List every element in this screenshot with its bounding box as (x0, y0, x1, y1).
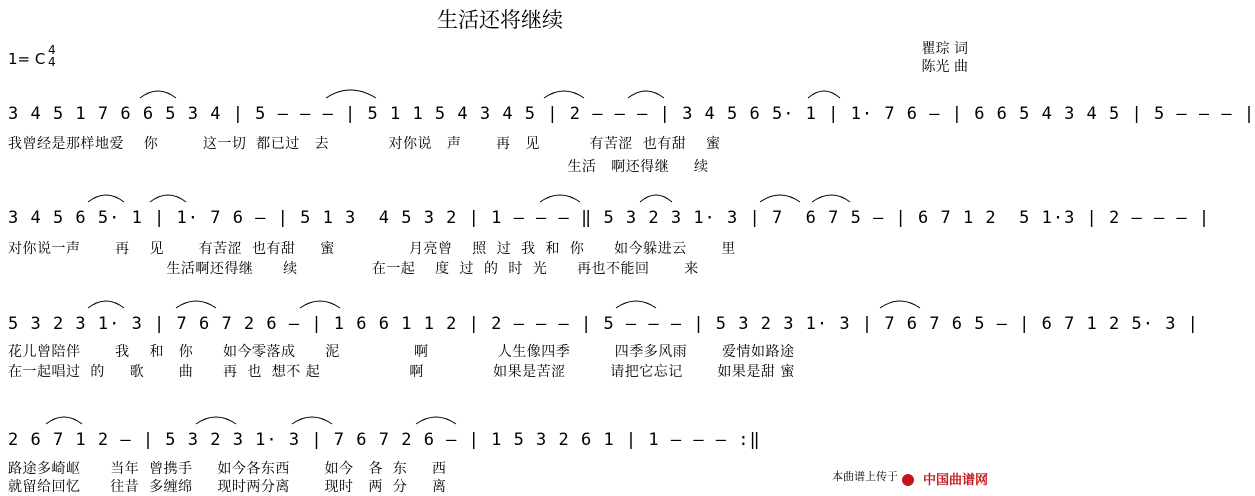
slur-arc (760, 195, 800, 202)
page-title: 生活还将继续 (437, 8, 563, 32)
slur-arc (640, 195, 672, 202)
lyrics-verse2-system-4: 就留给回忆 往昔 多缠绵 现时两分离 现时 两 分 离 (8, 479, 447, 495)
score-notes-system-1: 3 4 5 1 7 6 6 5 3 4 | 5 – – – | 5 1 1 5 4 3 4 5 | 2 – – – | 3 4 5 6 5· 1 | 1· 7 6 – | 6 6 5 4 3 4 5 | 5 – – – | (8, 104, 1255, 124)
lyrics-verse1-system-3: 花儿曾陪伴 我 和 你 如今零落成 泥 啊 人生像四季 四季多风雨 爱情如路途 (8, 344, 795, 360)
lyrics-verse1-system-2: 对你说一声 再 见 有苦涩 也有甜 蜜 月亮曾 照 过 我 和 你 如今躲进云 里 (8, 241, 736, 257)
time-signature (48, 44, 56, 68)
score-notes-system-4: 2 6 7 1 2 – | 5 3 2 3 1· 3 | 7 6 7 2 6 – | 1 5 3 2 6 1 | 1 – – – :‖ (8, 430, 761, 450)
key-signature: 1= C (8, 50, 46, 68)
lyrics-verse1-system-1: 我曾经是那样地爱 你 这一切 都已过 去 对你说 声 再 见 有苦涩 也有甜 蜜 (8, 136, 721, 152)
slur-arc (88, 301, 124, 308)
slur-arc (46, 417, 82, 424)
lyrics-verse1-system-4: 路途多崎岖 当年 曾携手 如今各东西 如今 各 东 西 (8, 461, 447, 477)
score-notes-system-3: 5 3 2 3 1· 3 | 7 6 7 2 6 – | 1 6 6 1 1 2 | 2 – – – | 5 – – – | 5 3 2 3 1· 3 | 7 6 7 6 5 – | 6 7 1 2 5· 3 | (8, 314, 1199, 334)
slur-arc (88, 195, 124, 202)
slur-arc (300, 301, 340, 308)
upload-note: 本曲谱上传于 (832, 470, 898, 483)
site-logo: 中国曲谱网 (922, 473, 988, 488)
score-notes-system-2: 3 4 5 6 5· 1 | 1· 7 6 – | 5 1 3 4 5 3 2 | 1 – – – ‖ 5 3 2 3 1· 3 | 7 6 7 5 – | 6 7 1 2 5 1·3 | 2 – – – | (8, 208, 1211, 228)
slur-arc (808, 91, 840, 98)
slur-arc (416, 417, 456, 424)
slur-arc (292, 417, 332, 424)
slur-arc (150, 195, 186, 202)
slur-arc (880, 301, 920, 308)
slur-arc (540, 195, 580, 202)
slur-arc (544, 91, 584, 98)
lyrics-verse2-system-3: 在一起唱过 的 歌 曲 再 也 想不 起 啊 如果是苦涩 请把它忘记 如果是甜 蜜 (8, 364, 795, 380)
slur-arc (140, 91, 176, 98)
slur-arc (176, 301, 216, 308)
slur-arc (812, 195, 850, 202)
slur-arc (326, 90, 376, 98)
lyricist-credit: 瞿琮 词 (921, 41, 968, 57)
site-logo-icon (902, 474, 914, 486)
time-signature-bottom: 4 (48, 55, 56, 69)
lyrics-verse2-system-1: 生活 啊还得继 续 (8, 159, 709, 175)
slur-arc (616, 301, 656, 308)
lyrics-verse2-system-2: 生活啊还得继 续 在一起 度 过 的 时 光 再也不能回 来 (8, 261, 699, 277)
composer-credit: 陈光 曲 (921, 59, 968, 75)
slur-arc (628, 91, 664, 98)
slur-arc (196, 417, 236, 424)
time-signature-top: 4 (48, 43, 56, 57)
